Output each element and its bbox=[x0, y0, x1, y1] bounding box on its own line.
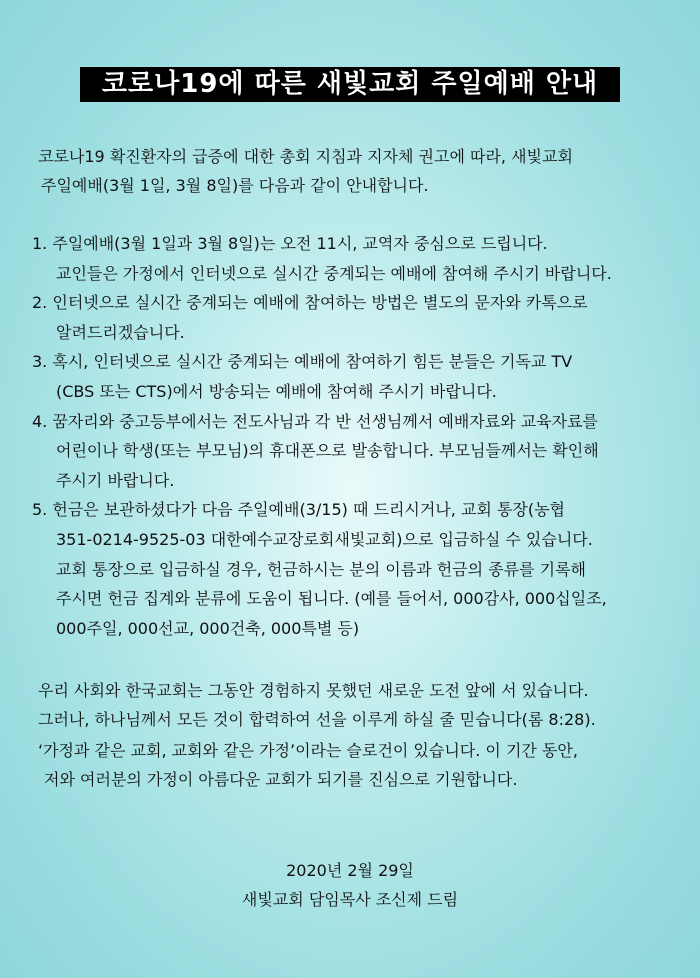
item-first-line bbox=[32, 347, 682, 377]
item-text: 주일예배(3월 1일과 3월 8일)는 오전 11시, 교역자 중심으로 드립니다. bbox=[52, 234, 548, 253]
signature-block bbox=[0, 856, 700, 914]
list-item bbox=[32, 347, 682, 406]
item-number: 3. bbox=[32, 352, 48, 372]
item-text: 어린이나 학생(또는 부모님)의 휴대폰으로 발송합니다. 부모님들께서는 확인해 bbox=[56, 441, 599, 461]
item-number: 4. bbox=[32, 411, 48, 431]
signature-sender: 새빛교회 담임목사 조신제 드림 bbox=[241, 890, 459, 909]
item-text: 교인들은 가정에서 인터넷으로 실시간 중계되는 예배에 참여해 주시기 바랍니다. bbox=[56, 263, 612, 283]
item-text: 주시기 바랍니다. bbox=[56, 470, 175, 490]
item-first-line bbox=[32, 288, 682, 318]
intro-line: 코로나19 확진환자의 급증에 대한 총회 지침과 지자체 권고에 따라, 새빛교회 bbox=[38, 147, 573, 166]
item-text: 헌금은 보관하셨다가 다음 주일예배(3/15) 때 드리시거나, 교회 통장(농협 bbox=[52, 500, 566, 520]
item-first-line bbox=[32, 229, 682, 259]
item-first-line bbox=[32, 495, 682, 525]
item-text: 351-0214-9525-03 대한예수교장로회새빛교회)으로 입금하실 수 있습니다. bbox=[56, 529, 593, 549]
list-item bbox=[32, 495, 682, 643]
item-number: 2. bbox=[32, 293, 48, 313]
item-text: 주시면 헌금 집계와 분류에 도움이 됩니다. (예를 들어서, 000감사, 000십일조, bbox=[56, 589, 607, 609]
item-text: 교회 통장으로 입금하실 경우, 헌금하시는 분의 이름과 헌금의 종류를 기록해 bbox=[56, 559, 586, 579]
title-container bbox=[0, 67, 700, 102]
intro-line: 주일예배(3월 1일, 3월 8일)를 다음과 같이 안내합니다. bbox=[41, 176, 429, 195]
list-item bbox=[32, 407, 682, 496]
closing-line: ‘가정과 같은 교회, 교회와 같은 가정’이라는 슬로건이 있습니다. 이 기간 동안, bbox=[38, 741, 578, 760]
list-item bbox=[32, 229, 682, 288]
closing-line: 저와 여러분의 가정이 아름다운 교회가 되기를 진심으로 기원합니다. bbox=[44, 770, 518, 789]
item-first-line bbox=[32, 407, 682, 437]
item-text: 000주일, 000선교, 000건축, 000특별 등) bbox=[56, 618, 360, 638]
list-item bbox=[32, 288, 682, 347]
item-text: 인터넷으로 실시간 중계되는 예배에 참여하는 방법은 별도의 문자와 카톡으로 bbox=[52, 293, 588, 313]
intro-paragraph bbox=[38, 142, 678, 200]
notice-list bbox=[32, 229, 682, 643]
item-text: 혹시, 인터넷으로 실시간 중계되는 예배에 참여하기 힘든 분들은 기독교 TV bbox=[52, 352, 573, 372]
item-text: (CBS 또는 CTS)에서 방송되는 예배에 참여해 주시기 바랍니다. bbox=[56, 381, 497, 401]
signature-date: 2020년 2월 29일 bbox=[286, 861, 414, 880]
item-number: 1. bbox=[32, 234, 48, 253]
closing-paragraph-1 bbox=[38, 676, 688, 734]
item-text: 꿈자리와 중고등부에서는 전도사님과 각 반 선생님께서 예배자료와 교육자료를 bbox=[52, 411, 599, 431]
item-text: 알려드리겠습니다. bbox=[56, 322, 185, 342]
closing-line: 우리 사회와 한국교회는 그동안 경험하지 못했던 새로운 도전 앞에 서 있습니다. bbox=[38, 681, 589, 700]
item-number: 5. bbox=[32, 500, 48, 520]
page-title: 코로나19에 따른 새빛교회 주일예배 안내 bbox=[80, 67, 620, 102]
closing-line: 그러나, 하나님께서 모든 것이 합력하여 선을 이루게 하실 줄 믿습니다(롬 8:28). bbox=[38, 710, 596, 729]
closing-paragraph-2 bbox=[38, 736, 688, 794]
